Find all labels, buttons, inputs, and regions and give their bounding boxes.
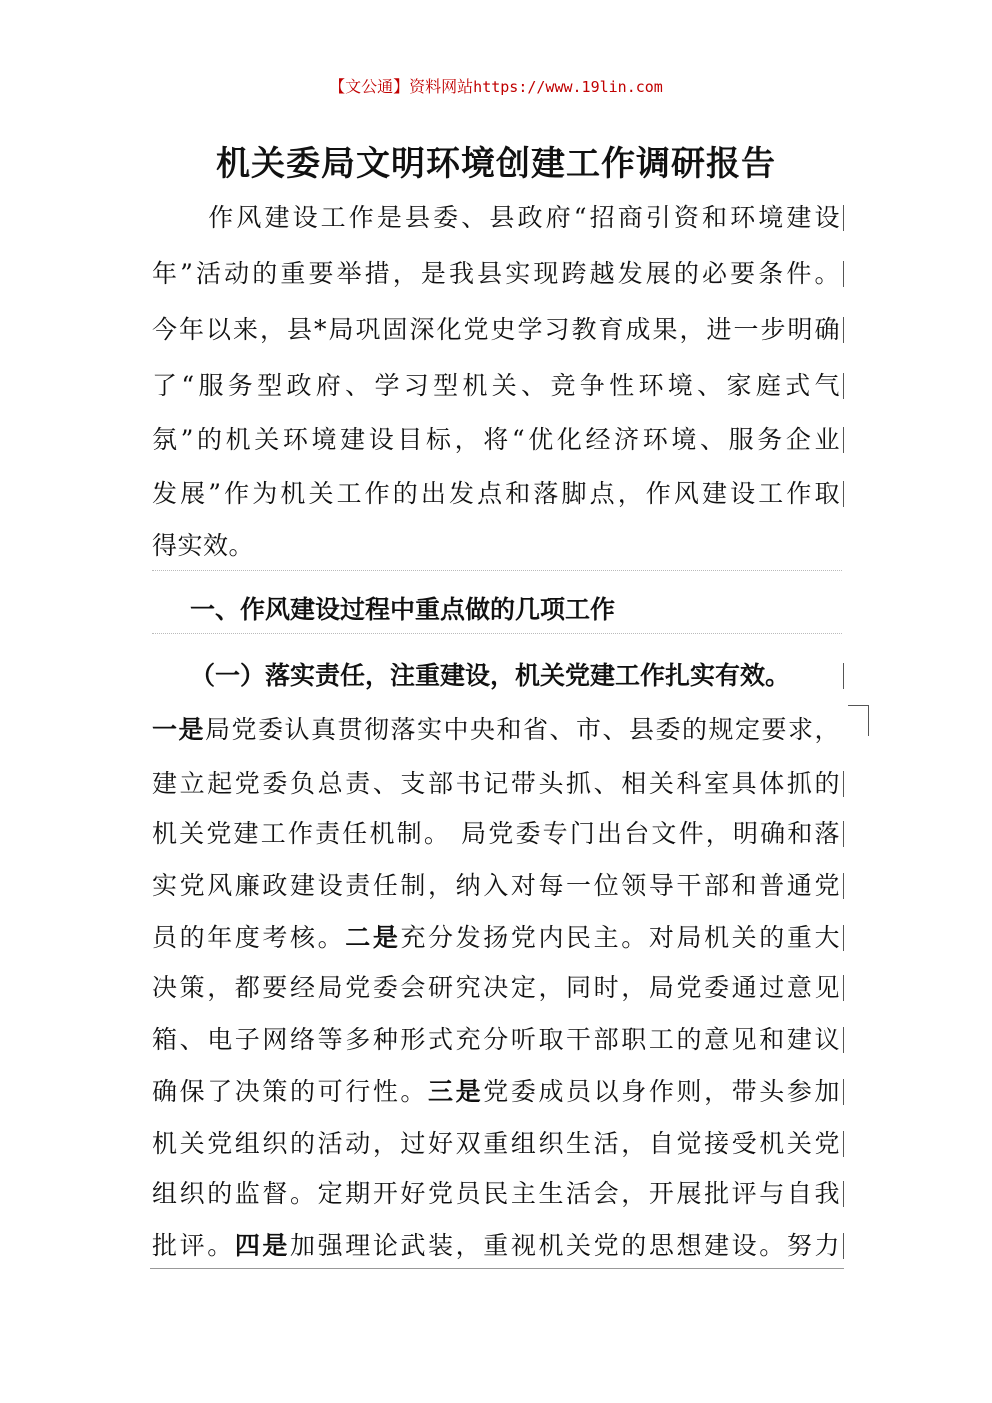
intro-line-5: 氛”的机关环境建设目标，将“优化经济环境、服务企业 [152,425,840,454]
keyword: 三是 [428,1077,484,1106]
line-end-mark [843,925,844,951]
intro-line-3: 今年以来，县*局巩固深化党史学习教育成果，进一步明确 [152,315,840,344]
intro-line-4: 了“服务型政府、学习型机关、竞争性环境、家庭式气 [152,371,840,400]
keyword: 一是 [152,715,205,744]
line-end-mark [843,427,844,453]
page-bottom-rule [150,1268,844,1269]
body-line-2: 建立起党委负总责、支部书记带头抓、相关科室具体抓的 [152,769,840,798]
document-title: 机关委局文明环境创建工作调研报告 [216,144,776,184]
body-line-7: 箱、电子网络等多种形式充分听取干部职工的意见和建议 [152,1025,840,1054]
line-end-mark [843,1131,844,1157]
line-end-mark [843,663,844,689]
site-header [0,74,992,97]
intro-line-7: 得实效。 [152,531,255,560]
section-heading-1: 一、作风建设过程中重点做的几项工作 [190,595,616,624]
line-end-mark [843,373,844,399]
line-end-mark [843,261,844,287]
line-end-mark [843,317,844,343]
intro-line-1: 作风建设工作是县委、县政府“招商引资和环境建设 [152,203,840,232]
line-end-mark [843,481,844,507]
line-end-mark [843,873,844,899]
site-name: 【文公通】资料网站 [329,77,474,96]
divider [152,633,842,634]
line-end-mark [848,705,869,736]
body-line-10: 组织的监督。定期开好党员民主生活会，开展批评与自我 [152,1179,840,1208]
body-line-1: 一是局党委认真贯彻落实中央和省、市、县委的规定要求， [152,715,840,744]
body-line-8: 确保了决策的可行性。三是党委成员以身作则，带头参加 [152,1077,840,1106]
body-line-6: 决策，都要经局党委会研究决定，同时，局党委通过意见 [152,973,840,1002]
line-end-mark [843,771,844,797]
subsection-heading-1: （一）落实责任，注重建设，机关党建工作扎实有效。 [190,661,791,690]
line-end-mark [843,1181,844,1207]
intro-line-6: 发展”作为机关工作的出发点和落脚点，作风建设工作取 [152,479,840,508]
line-end-mark [843,975,844,1001]
body-line-4: 实党风廉政建设责任制，纳入对每一位领导干部和普通党 [152,871,840,900]
keyword: 二是 [345,923,401,952]
body-line-3: 机关党建工作责任机制。 局党委专门出台文件，明确和落 [152,819,840,848]
line-end-mark [843,1027,844,1053]
line-end-mark [843,821,844,847]
body-line-9: 机关党组织的活动，过好双重组织生活，自觉接受机关党 [152,1129,840,1158]
line-end-mark [843,1233,844,1259]
keyword: 四是 [234,1231,291,1260]
body-line-5: 员的年度考核。二是充分发扬党内民主。对局机关的重大 [152,923,840,952]
line-end-mark [843,1079,844,1105]
site-url[interactable]: https://www.19lin.com [473,78,663,96]
line-end-mark [843,205,844,231]
body-line-11: 批评。四是加强理论武装，重视机关党的思想建设。努力 [152,1231,840,1260]
intro-line-2: 年”活动的重要举措，是我县实现跨越发展的必要条件。 [152,259,840,288]
divider [152,570,842,571]
